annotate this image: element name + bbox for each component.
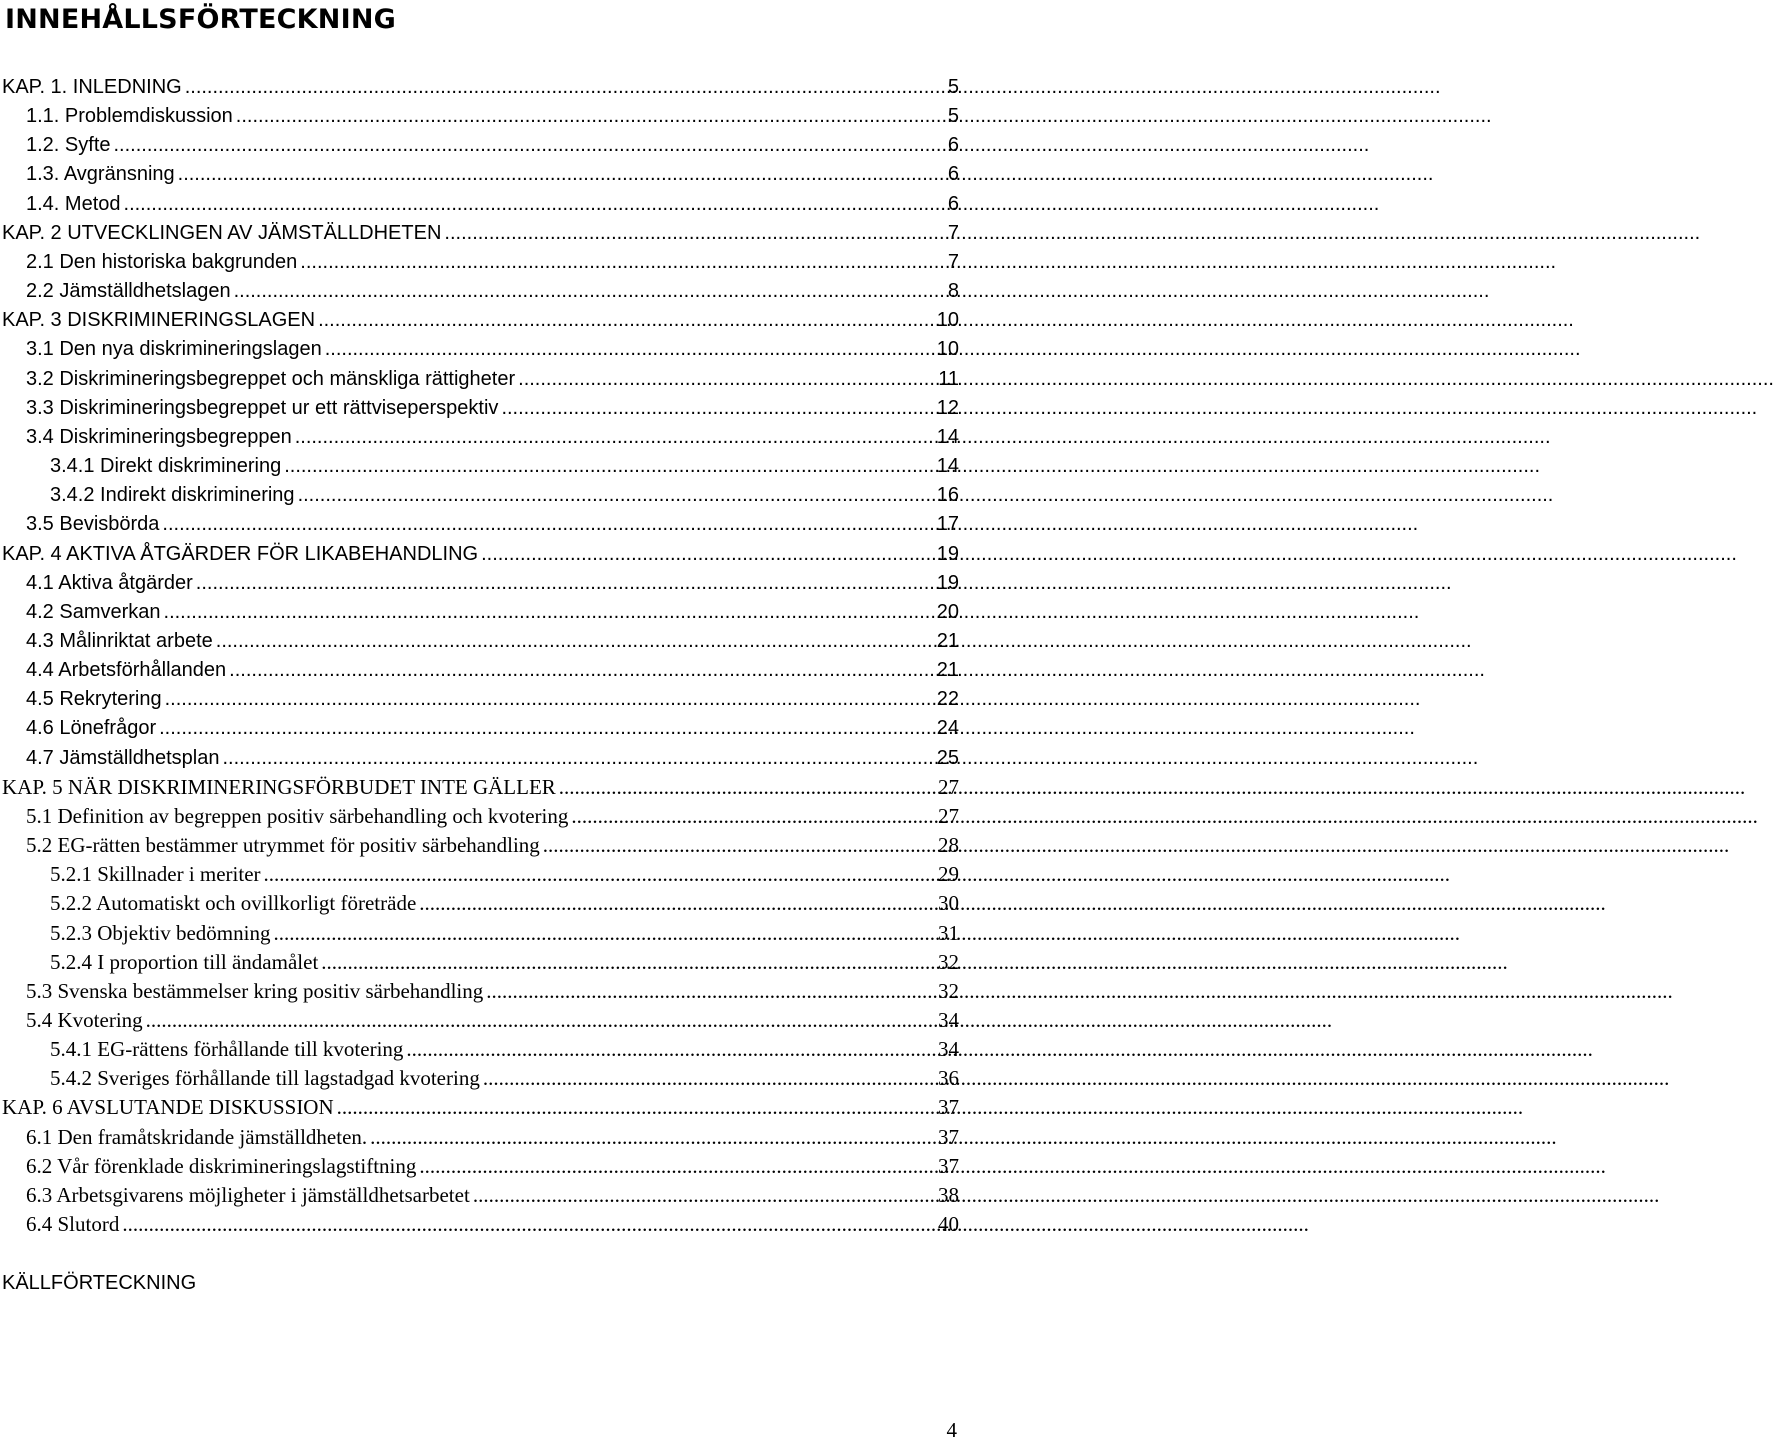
toc-entry-row [50,860,960,889]
toc-entry-page: 14 [936,455,959,478]
toc-entry-row [50,1035,960,1064]
toc-entry-page: 32 [938,949,959,974]
toc-entry-row [50,948,960,977]
toc-dot-leader [164,598,934,627]
toc-dot-leader [318,306,934,335]
toc-entry-title: 3.1 Den nya diskrimineringslagen [26,338,322,361]
toc-entry[interactable] [0,1093,960,1122]
toc-entry-title: 5.4.1 EG-rättens förhållande till kvotering [50,1037,404,1062]
toc-entry-row [26,510,960,539]
toc-entry[interactable] [0,1152,960,1181]
toc-entry[interactable] [0,1210,960,1239]
page-number: 4 [946,1418,957,1442]
toc-entry-title: 1.2. Syfte [26,134,111,157]
toc-entry-page: 37 [938,1124,959,1149]
toc-dot-leader [114,131,945,160]
toc-dot-leader [325,335,934,364]
toc-entry-title: 4.5 Rekrytering [26,688,162,711]
toc-dot-leader [543,831,935,860]
toc-entry-page: 14 [936,425,959,448]
toc-entry[interactable] [0,860,960,889]
toc-entry-row [26,131,960,160]
toc-entry-row [26,394,960,423]
toc-entry-page: 25 [936,746,959,769]
toc-entry-title: 6.1 Den framåtskridande jämställdheten. [26,1124,368,1149]
toc-entry-row [2,73,960,102]
toc-dot-leader [370,1123,935,1152]
toc-list [0,73,960,1239]
toc-dot-leader [159,714,934,743]
toc-entry-row [50,1064,960,1093]
toc-entry[interactable] [0,335,960,364]
toc-entry-row [2,773,960,802]
toc-entry-title: 5.2.1 Skillnader i meriter [50,862,261,887]
toc-entry-title: 5.2.3 Objektiv bedömning [50,920,271,945]
toc-dot-leader [264,860,935,889]
toc-entry-page: 29 [938,862,959,887]
toc-dot-leader [273,919,935,948]
toc-entry-row [26,248,960,277]
toc-dot-leader [518,365,935,394]
toc-entry-row [26,1152,960,1181]
toc-entry[interactable] [0,773,960,802]
toc-entry[interactable] [0,73,960,102]
toc-entry-title: 1.1. Problemdiskussion [26,105,233,128]
toc-entry-page: 34 [938,1008,959,1032]
toc-entry[interactable] [0,219,960,248]
toc-heading: INNEHÅLLSFÖRTECKNING [5,4,397,35]
toc-entry-title: 3.2 Diskrimineringsbegreppet och mänskliga rättigheter [26,367,516,390]
toc-entry[interactable] [0,977,960,1006]
toc-entry-row [2,219,960,248]
toc-entry-page: 10 [936,338,959,361]
toc-entry-page: 34 [938,1037,959,1062]
toc-dot-leader [501,394,933,423]
toc-entry[interactable] [0,802,960,831]
toc-entry-row [26,714,960,743]
toc-entry[interactable] [0,102,960,131]
toc-entry[interactable] [0,685,960,714]
toc-entry[interactable] [0,714,960,743]
toc-dot-leader [419,1152,935,1181]
toc-entry-page: 40 [938,1212,959,1237]
toc-entry[interactable] [0,131,960,160]
toc-entry-title: 5.2.4 I proportion till ändamålet [50,949,319,974]
toc-entry-title: KAP. 4 AKTIVA ÅTGÄRDER FÖR LIKABEHANDLING [2,542,479,565]
toc-entry[interactable] [0,889,960,918]
toc-dot-leader [178,160,945,189]
toc-dot-leader [146,1006,935,1035]
toc-entry-title: 3.5 Bevisbörda [26,513,160,536]
toc-entry[interactable] [0,744,960,773]
toc-entry-page: 22 [936,688,959,711]
toc-entry[interactable] [0,627,960,656]
toc-entry-title: 4.3 Målinriktat arbete [26,629,213,652]
toc-dot-leader [165,685,934,714]
toc-entry[interactable] [0,190,960,219]
toc-dot-leader [483,1064,935,1093]
toc-dot-leader [473,1181,935,1210]
toc-entry[interactable] [0,598,960,627]
toc-entry-row [50,919,960,948]
toc-entry-page: 7 [947,221,959,244]
toc-dot-leader [236,102,945,131]
toc-entry-row [50,481,960,510]
toc-entry-page: 27 [938,774,959,799]
toc-entry-page: 17 [936,513,959,536]
toc-entry[interactable] [0,656,960,685]
toc-dot-leader [321,948,935,977]
toc-entry-row [26,802,960,831]
toc-entry-row [50,452,960,481]
toc-entry-title: 1.3. Avgränsning [26,163,175,186]
toc-dot-leader [222,744,933,773]
toc-entry-row [26,365,960,394]
toc-entry-row [26,598,960,627]
toc-entry-page: 19 [936,542,959,565]
toc-dot-leader [444,219,944,248]
toc-entry-title: 6.3 Arbetsgivarens möjligheter i jämställdhetsarbetet [26,1182,470,1207]
toc-entry-page: 6 [947,163,959,186]
toc-entry[interactable] [0,423,960,452]
toc-entry-title: 5.3 Svenska bestämmelser kring positiv särbehandling [26,978,484,1003]
toc-entry-row [26,1123,960,1152]
toc-entry-title: 2.2 Jämställdhetslagen [26,280,231,303]
toc-entry-title: 4.2 Samverkan [26,600,161,623]
toc-entry-title: 5.4 Kvotering [26,1008,143,1032]
toc-entry-page: 6 [947,192,959,215]
toc-entry-title: 5.1 Definition av begreppen positiv särbehandling och kvotering [26,803,569,828]
toc-entry-page: 5 [947,105,959,128]
toc-entry[interactable] [0,365,960,394]
toc-entry[interactable] [0,160,960,189]
toc-entry[interactable] [0,569,960,598]
toc-entry-page: 21 [936,629,959,652]
toc-entry-row [26,277,960,306]
toc-entry-title: KAP. 6 AVSLUTANDE DISKUSSION [2,1095,334,1120]
toc-entry-title: 5.4.2 Sveriges förhållande till lagstadgad kvotering [50,1066,480,1091]
toc-dot-leader [337,1093,935,1122]
toc-entry-row [26,423,960,452]
toc-entry-page: 19 [936,571,959,594]
toc-entry-page: 38 [938,1182,959,1207]
toc-entry-row [26,627,960,656]
toc-dot-leader [559,773,935,802]
toc-dot-leader [185,73,945,102]
toc-dot-leader [295,423,934,452]
toc-dot-leader [216,627,934,656]
toc-entry-page: 6 [947,134,959,157]
toc-entry-title: 5.2 EG-rätten bestämmer utrymmet för positiv särbehandling [26,833,540,858]
toc-dot-leader [122,1210,935,1239]
toc-entry[interactable] [0,248,960,277]
toc-entry-row [26,831,960,860]
toc-entry-page: 8 [947,280,959,303]
references-heading[interactable]: KÄLLFÖRTECKNING [2,1272,197,1294]
toc-dot-leader [298,481,934,510]
toc-dot-leader [196,569,934,598]
toc-entry-row [50,889,960,918]
toc-entry-page: 16 [936,484,959,507]
toc-entry-title: 3.4 Diskrimineringsbegreppen [26,425,292,448]
toc-dot-leader [406,1035,935,1064]
toc-entry-title: 4.4 Arbetsförhållanden [26,659,227,682]
toc-entry[interactable] [0,1181,960,1210]
toc-entry-title: KAP. 3 DISKRIMINERINGSLAGEN [2,309,316,332]
toc-entry-page: 32 [938,978,959,1003]
toc-entry-row [26,685,960,714]
toc-entry-title: KAP. 2 UTVECKLINGEN AV JÄMSTÄLLDHETEN [2,221,442,244]
toc-entry-page: 24 [936,717,959,740]
toc-entry[interactable] [0,306,960,335]
toc-entry-row [26,190,960,219]
toc-entry-row [26,1210,960,1239]
toc-entry-page: 37 [938,1095,959,1120]
toc-entry-title: 1.4. Metod [26,192,121,215]
toc-entry-row [26,160,960,189]
toc-entry-page: 20 [936,600,959,623]
toc-entry-page: 37 [938,1153,959,1178]
toc-entry[interactable] [0,948,960,977]
toc-entry-page: 28 [938,833,959,858]
toc-entry-title: 4.1 Aktiva åtgärder [26,571,193,594]
toc-entry-title: KAP. 1. INLEDNING [2,76,182,98]
toc-entry-title: 5.2.2 Automatiskt och ovillkorligt företräde [50,891,417,916]
toc-entry-title: 3.4.2 Indirekt diskriminering [50,484,295,507]
toc-entry-row [26,1006,960,1035]
toc-entry-row [26,102,960,131]
toc-entry-title: 3.4.1 Direkt diskriminering [50,455,282,478]
toc-entry[interactable] [0,510,960,539]
toc-entry-title: 4.7 Jämställdhetsplan [26,746,220,769]
toc-entry-title: 6.4 Slutord [26,1212,120,1237]
toc-dot-leader [234,277,945,306]
toc-dot-leader [229,656,934,685]
toc-entry[interactable] [0,540,960,569]
toc-entry[interactable] [0,1035,960,1064]
toc-entry[interactable] [0,1006,960,1035]
toc-dot-leader [162,510,933,539]
toc-entry-page: 36 [938,1066,959,1091]
toc-entry-page: 31 [938,920,959,945]
toc-entry-row [2,540,960,569]
toc-entry[interactable] [0,481,960,510]
toc-entry-row [2,1093,960,1122]
toc-entry-row [2,306,960,335]
toc-entry-page: 30 [938,891,959,916]
toc-entry[interactable] [0,394,960,423]
toc-entry-page: 12 [936,396,959,419]
toc-entry[interactable] [0,1123,960,1152]
toc-entry-title: 3.3 Diskrimineringsbegreppet ur ett rättviseperspektiv [26,396,499,419]
toc-entry-page: 27 [938,803,959,828]
toc-entry-row [26,744,960,773]
toc-entry[interactable] [0,1064,960,1093]
toc-entry[interactable] [0,277,960,306]
toc-entry[interactable] [0,831,960,860]
toc-entry-page: 5 [947,76,959,98]
toc-entry-row [26,656,960,685]
toc-entry-row [26,569,960,598]
toc-dot-leader [486,977,935,1006]
toc-entry-page: 10 [936,309,959,332]
toc-dot-leader [481,540,934,569]
toc-dot-leader [571,802,935,831]
toc-entry-title: 4.6 Lönefrågor [26,717,157,740]
toc-entry-row [26,335,960,364]
toc-entry-page: 7 [947,250,959,273]
toc-entry-row [26,1181,960,1210]
toc-entry-title: 2.1 Den historiska bakgrunden [26,250,298,273]
toc-entry-title: KAP. 5 NÄR DISKRIMINERINGSFÖRBUDET INTE GÄLLER [2,774,556,799]
toc-dot-leader [300,248,945,277]
toc-entry-page: 21 [936,659,959,682]
toc-dot-leader [124,190,945,219]
toc-entry-row [26,977,960,1006]
toc-entry[interactable] [0,919,960,948]
toc-entry-title: 6.2 Vår förenklade diskrimineringslagstiftning [26,1153,417,1178]
toc-dot-leader [419,889,935,918]
toc-dot-leader [284,452,934,481]
toc-entry[interactable] [0,452,960,481]
toc-entry-page: 11 [938,367,959,390]
